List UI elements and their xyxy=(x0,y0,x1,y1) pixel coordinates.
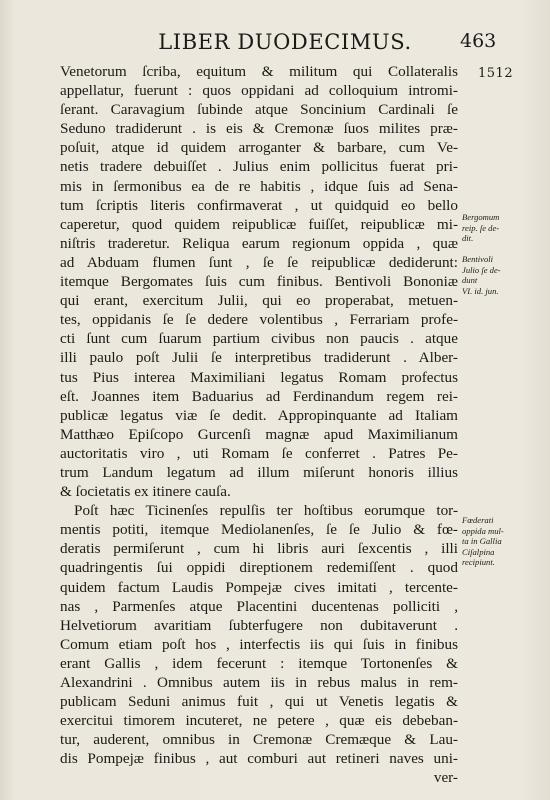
text-line: itemque Bergomates ſuis cum finibus. Bentivoli Bononiæ xyxy=(60,273,458,291)
text-line: eſt. Joannes item Baduarius ad Ferdinandum regem rei- xyxy=(60,387,458,405)
running-head-title: LIBER DUODECIMUS. xyxy=(158,30,412,54)
text-line: ad Abduam flumen ſunt , ſe ſe reipublicæ dediderunt: xyxy=(60,253,458,271)
text-line: & ſocietatis ex itinere cauſa. xyxy=(60,483,231,501)
marginal-note-bergomum xyxy=(462,212,546,244)
marginal-line: dit. xyxy=(462,233,474,243)
text-line: ſerant. Caravagium ſubinde atque Soncinium Cardinali ſe xyxy=(60,101,458,119)
body-text xyxy=(60,62,458,788)
marginal-line: Ciſalpina xyxy=(462,546,495,557)
marginal-line: Bergomum xyxy=(462,212,500,222)
marginal-line: ta in Gallia xyxy=(462,536,502,546)
text-line: niſtris traderetur. Reliqua earum regionum oppida , quæ xyxy=(60,234,458,252)
text-line: Seduno tradiderunt . is eis & Cremonæ ſuos milites præ- xyxy=(60,120,458,138)
text-line: publicam Seduni animus fuit , qui ut Venetis legatis & xyxy=(60,693,458,711)
text-line: Poſt hæc Ticinenſes repulſis ter hoſtibus eorumque tor- xyxy=(74,502,458,520)
marginal-line: VI. id. jun. xyxy=(462,285,499,296)
text-line: caperetur, quod quidem reipublicæ fuiſſet, reipublicæ mi- xyxy=(60,215,458,233)
text-line: trum Landum legatum ad illum miſerunt honoris illius xyxy=(60,463,458,481)
marginal-line: Julio ſe de- xyxy=(462,264,501,275)
text-line: tur, auderent, omnibus in Cremonæ Cremæque & Lau- xyxy=(60,731,458,749)
text-line: tum ſcriptis literis confirmaverat , ut quidquid eo bello xyxy=(60,196,458,214)
text-line: Comum etiam poſt hos , interfectis iis qui ſuis in finibus xyxy=(60,635,458,653)
text-line: Matthæo Epiſcopo Gurcenſi magnæ apud Maximilianum xyxy=(60,425,458,443)
text-line: ver- xyxy=(433,769,458,787)
marginal-line: oppida mul- xyxy=(462,525,504,536)
text-line: tus Pius interea Maximiliani legatus Romam profectus xyxy=(60,368,458,386)
text-line: poſuit, atque id quidem arroganter & barbare, cum Ve- xyxy=(60,139,458,157)
marginal-line: dunt xyxy=(462,275,478,285)
text-line: Alexandrini . Omnibus autem iis in rebus malus in rem- xyxy=(60,674,458,691)
text-line: quadringentis ſui oppidi direptionem redemiſſent . quod xyxy=(60,559,458,577)
marginal-line: Fœderati xyxy=(462,515,494,525)
marginal-line: recipiunt. xyxy=(462,557,495,567)
text-line: nas , Parmenſes atque Placentini ducentenas polliciti , xyxy=(60,597,458,615)
text-line: Venetorum ſcriba, equitum & militum qui Collateralis xyxy=(60,63,458,80)
text-line: illi paulo poſt Julii ſe interpretibus tradiderunt . Alber- xyxy=(60,349,458,367)
text-line: cti ſunt cum ſuarum partium civibus non paucis . atque xyxy=(60,330,458,348)
marginal-line: reip. ſe de- xyxy=(462,222,500,233)
marginal-note-bentivoli xyxy=(462,254,546,296)
text-line: tes, oppidanis ſe ſe dedere volentibus , Ferrariam profe- xyxy=(60,311,458,329)
marginal-note-foederati xyxy=(462,515,546,568)
text-line: quidem factum Laudis Pompejæ cives imitati , tercente- xyxy=(60,578,458,596)
text-line: mis in ſermonibus ea de re habitis , idque ſuis ad Sena- xyxy=(60,177,458,195)
text-line: auctoritatis viro , uti Romam ſe conferret . Patres Pe- xyxy=(60,444,458,462)
text-line: appellatur, fuerunt : quos oppidani ad colloquium intromi- xyxy=(60,82,458,100)
page-number: 463 xyxy=(460,30,497,52)
year-marginal: 1512 xyxy=(478,66,514,81)
text-line: netis tradere debuiſſet . Julius enim pollicitus fuerat pri- xyxy=(60,158,458,176)
text-line: exercitui timorem incuteret, ne petere , quæ eis debeban- xyxy=(60,712,458,730)
text-line: deratis permiſerunt , cum hi libris auri ſexcentis , illi xyxy=(60,540,458,558)
text-line: mentis potiti, itemque Mediolanenſes, ſe ſe Julio & fœ- xyxy=(60,521,458,539)
marginal-line: Bentivoli xyxy=(462,254,494,264)
text-line: dis Pompejæ finibus , aut comburi aut retineri naves uni- xyxy=(60,750,458,768)
text-line: qui erant, exercitum Julii, qui eo properabat, metuen- xyxy=(60,292,458,310)
text-line: Helvetiorum avaritiam ſubterfugere non dubitaverunt . xyxy=(60,616,458,634)
text-line: publicæ legatus viæ ſe dedit. Appropinquante ad Italiam xyxy=(60,406,458,424)
text-line: erant Gallis , idem fecerunt : itemque Tortonenſes & xyxy=(60,654,458,672)
